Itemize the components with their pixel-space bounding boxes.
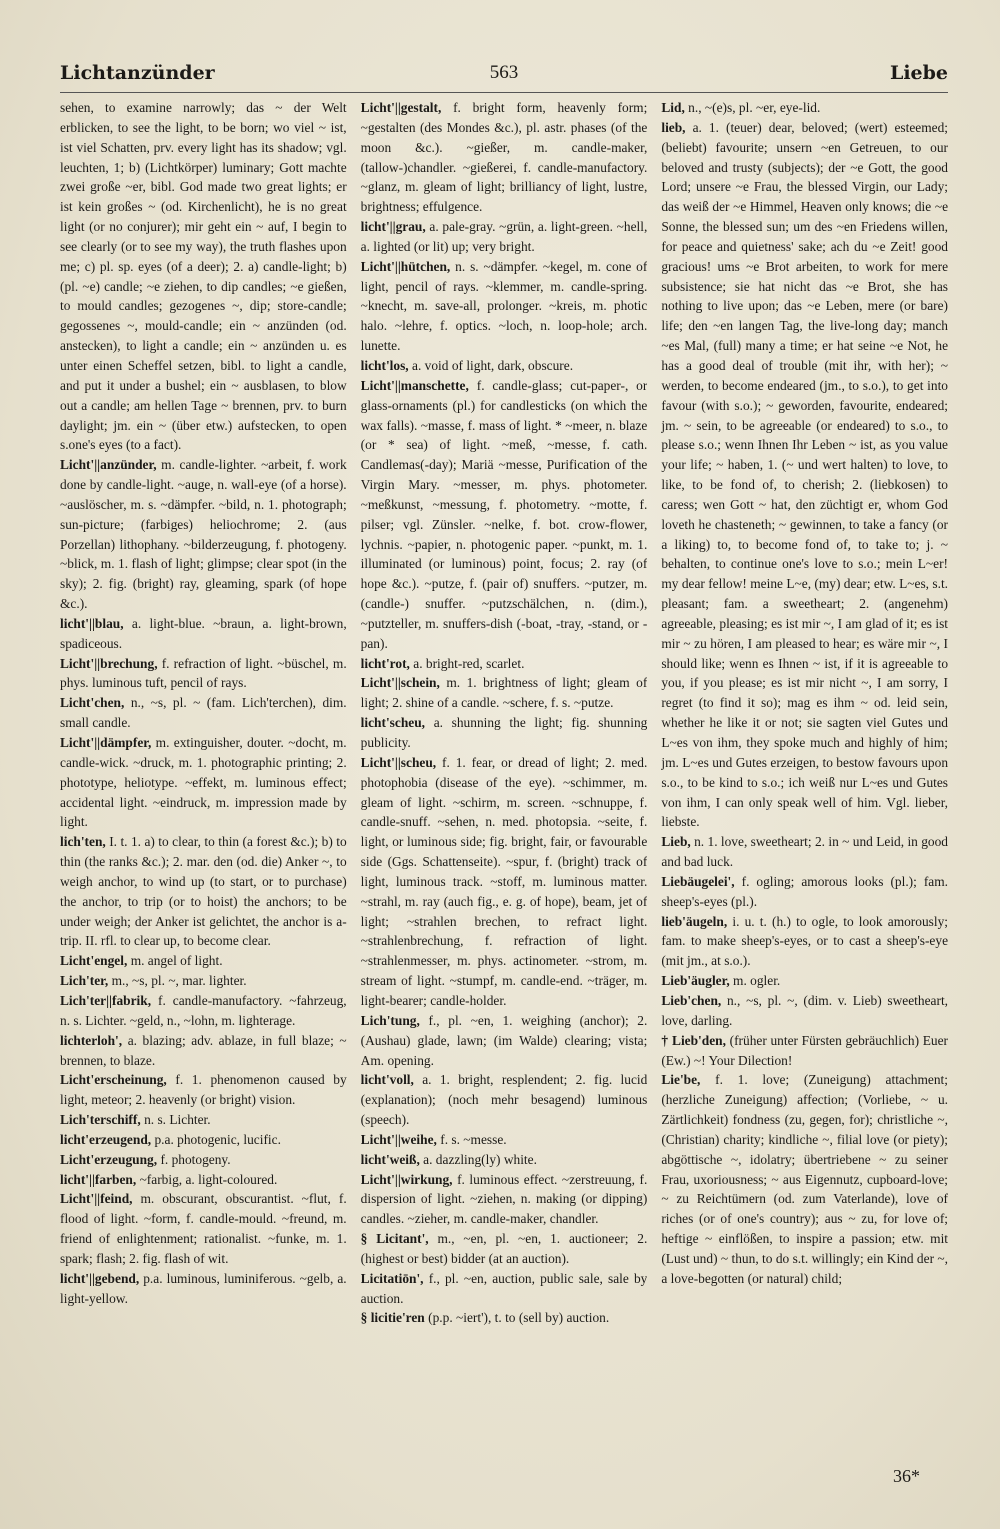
dictionary-entry [60, 991, 347, 1031]
entry-definition: a. bright-red, scarlet. [413, 655, 525, 671]
dictionary-entry [60, 614, 347, 654]
dictionary-entry [60, 654, 347, 694]
entry-headword: Licht'||anzünder, [60, 457, 157, 473]
header-first-word: Lichtanzünder [60, 62, 215, 84]
dictionary-entry [361, 376, 648, 654]
entry-headword: Lieb'chen, [661, 992, 722, 1008]
dictionary-entry [60, 832, 347, 951]
entry-headword: Licht'chen, [60, 695, 125, 711]
column-left [60, 98, 347, 1498]
dictionary-entry [661, 872, 948, 912]
entry-definition: I. t. 1. a) to clear, to thin (a forest &c.); b) to thin (the ranks &c.); 2. mar. den (od. die) Anker ~, to weigh anchor, to wind up (to start, or to purchase) the anchor, to trip (or to hoist) the anchors; to be under weigh; der Anker ist gelichtet, the anchor is a-trip. II. rfl. to clear up, to become clear. [60, 834, 347, 949]
dictionary-entry [60, 98, 347, 455]
signature-mark: 36* [893, 1466, 920, 1486]
dictionary-entry [661, 98, 948, 118]
entry-definition: (p.p. ~iert'), t. to (sell by) auction. [428, 1310, 610, 1326]
entry-definition: f. candle-glass; cut-paper-, or glass-ornaments (pl.) for candlesticks (on which the wax falls). ~masse, f. mass of light. * ~meer, n. blaze (or * sea) of light. ~meß, ~messe, f. cath. Candlemas(-day); Mariä ~messe, Purification of the Virgin Mary. ~messer, m. phys. photometer. ~meßkunst, ~messung, f. photometry. ~motte, f. pilser; vgl. Zünsler. ~nelke, f. bot. crow-flower, lychnis. ~papier, n. photogenic paper. ~punkt, m. 1. illuminated (or luminous) point, focus; 2. ray (of hope &c.). ~putze, f. (pair of) snuffers. ~putzer, m. (candle-) snuffer. ~putzschälchen, n. (dim.), ~putzteller, m. snuffers-dish (-boat, -tray, -stand, or -pan). [360, 377, 648, 651]
entry-definition: f. bright form, heavenly form; ~gestalten (des Mondes &c.), pl. astr. phases (of the moon &c.). ~gießer, m. candle-maker, (tallow-)chandler. ~gießerei, f. candle-manufactory. ~glanz, m. gleam of light; brilliancy of light, lustre, brightness; effulgence. [360, 100, 648, 215]
entry-headword: § Licitant', [360, 1231, 429, 1247]
entry-definition: f. photogeny. [160, 1151, 231, 1167]
dictionary-entry [361, 673, 648, 713]
dictionary-entry [60, 1269, 347, 1309]
dictionary-entry [361, 1229, 648, 1269]
entry-definition: ~farbig, a. light-coloured. [139, 1171, 278, 1187]
entry-definition: p.a. luminous, luminiferous. ~gelb, a. light-yellow. [60, 1270, 347, 1306]
entry-headword: Lieb, [661, 834, 691, 850]
entry-headword: Licht'||feind, [60, 1191, 133, 1207]
dictionary-entry [361, 356, 648, 376]
entry-definition: i. u. t. (h.) to ogle, to look amorously; fam. to make sheep's-eyes, or to cast a sheep's-eye (mit jm., at s.o.). [661, 913, 949, 969]
entry-definition: p.a. photogenic, lucific. [154, 1131, 281, 1147]
entry-definition: a. blazing; adv. ablaze, in full blaze; ~ brennen, to blaze. [60, 1032, 347, 1068]
entry-definition: a. pale-gray. ~grün, a. light-green. ~hell, a. lighted (or lit) up; very bright. [360, 219, 648, 254]
entry-headword: Liebäugelei', [661, 873, 735, 889]
entry-headword: licht'||farben, [60, 1171, 137, 1187]
entry-definition: f. ogling; amorous looks (pl.); fam. sheep's-eyes (pl.). [661, 873, 949, 909]
entry-headword: Lich'ter||fabrik, [60, 992, 152, 1008]
entry-headword: lich'ten, [60, 834, 106, 850]
entry-headword: licht'los, [360, 357, 409, 373]
entry-headword: lieb'äugeln, [661, 913, 728, 929]
entry-headword: Licht'||dämpfer, [60, 735, 152, 750]
entry-definition: f. refraction of light. ~büschel, m. phys. luminous tuft, pencil of rays. [60, 655, 347, 691]
entry-headword: lichterloh', [60, 1032, 123, 1048]
entry-definition: f., pl. ~en, 1. weighing (anchor); 2. (Aushau) glade, lawn; (im Walde) clearing; vista; Am. opening. [360, 1012, 648, 1068]
dictionary-entry [361, 713, 648, 753]
dictionary-entry [60, 1031, 347, 1071]
entry-headword: Licht'||brechung, [60, 655, 158, 671]
dictionary-entry [361, 217, 648, 257]
entry-headword: licht'voll, [360, 1072, 414, 1088]
dictionary-entry [60, 1070, 347, 1110]
dictionary-entry [661, 1070, 948, 1288]
dictionary-entry [60, 455, 347, 614]
entry-headword: Lich'terschiff, [60, 1112, 141, 1128]
entry-headword: licht'weiß, [360, 1151, 420, 1167]
dictionary-entry [361, 1011, 648, 1071]
dictionary-entry [361, 654, 648, 674]
entry-headword: licht'||blau, [60, 615, 124, 631]
dictionary-entry [361, 1170, 648, 1230]
entry-headword: Lich'tung, [360, 1012, 420, 1028]
dictionary-entry [661, 991, 948, 1031]
entry-definition: sehen, to examine narrowly; das ~ der Welt erblicken, to see the light, to be born; wo viel ~ ist, ist viel Schatten, prv. every light has its shadow; vgl. leuchten, 1; b) (Lichtkörper) luminary; Gott machte zwei große ~er, bibl. God made two great lights; er ist kein großes ~ (od. Kirchenlicht), he is no great light (or no conjurer); mir geht ein ~ auf, I begin to see clearly (or to see my way), the truth flashes upon me; c) pl. sp. eyes (of a deer); 2. a) candle-light; b) (pl. ~e) candle; ~e ziehen, to dip candles; ~e gießen, to mould candles; gezogenes ~, dip; store-candle; gegossenes ~, mould-candle; ein ~ anzünden (od. anstecken), to light a candle; ein ~ anzünden u. es unter einen Scheffel setzen, bibl. to light a candle, and put it under a bushel; ein ~ ausblasen, to blow out a candle; am hellen Tage ~ brennen, prv. to burn daylight; jm. ein ~ (über etw.) aufstecken, to open s.one's eyes (to a fact). [60, 100, 347, 453]
entry-definition: f. s. ~messe. [440, 1131, 507, 1147]
entry-headword: lieb, [661, 119, 686, 135]
entry-definition: a. 1. bright, resplendent; 2. fig. lucid (explanation); (noch mehr besagend) luminous (speech). [360, 1072, 648, 1128]
entry-definition: a. 1. (teuer) dear, beloved; (wert) esteemed; (beliebt) favourite; unsern ~en Getreuen, to our beloved and trusty (subjects); der ~e Gott, the good Lord; unsere ~e Frau, the blessed Virgin, our Lady; das weiß der ~e Himmel, Heaven only knows; die ~e Sonne, the blessed sun; um des ~en Friedens willen, for peace and quietness' sake; ach du ~e Zeit! good gracious! ums ~e Brot arbeiten, to work for mere subsistence; sie hat nicht das ~e Brot, she has nothing to live upon; das ~e Leben, mere (or bare) life; den ~en langen Tag, the live-long day; manch ~es Mal, (full) many a time; er hat seine ~e Not, he has a good deal of trouble (mit ihr, with her); ~ werden, to become endeared (jm., to s.o.), to get into favour (with s.o.); ~ geworden, favourite, endeared; jm. ~ sein, to be agreeable (or endeared) to s.o., to please s.o.; wenn Ihnen Ihr Leben ~ ist, as you value your life; ~ haben, 1. (~ und wert halten) to love, to like, to be fond of, to cherish; 2. (liebkosen) to caress; wen Gott ~ hat, den züchtigt er, whom God loveth he chasteneth; ~ gewinnen, to take a fancy (or a liking) to, to become fond of, to take to; j. ~ behalten, to continue one's love to s.o.; mein L~er! my dear fellow! meine L~e, (my) dear; etw. L~es, s.t. pleasant; fam. a sweetheart; 2. (angenehm) agreeable, pleasing; es ist mir ~, I am glad of it; es ist mir ~ zu hören, I am pleased to hear; es wäre mir ~, I should like; wenn es Ihnen ~ ist, if it is agreeable to you, if you please; es ist mir nicht ~, I am sorry, I regret (to find it so); mag es ihm ~ od. leid sein, whether he like it or not; sie sagten viel Gutes und L~es von ihm, they spoke much and highly of him; jm. L~es und Gutes erzeigen, to bestow favours upon s.o., to be kind to s.o.; ich weiß nur L~es und Gutes von ihm, I can only speak well of him. Vgl. lieber, liebste. [661, 119, 949, 830]
entry-definition: m. obscurant, obscurantist. ~flut, f. flood of light. ~form, f. candle-mould. ~freund, m. friend of enlightenment; rationalist. ~funke, m. 1. spark; flash; 2. fig. flash of wit. [60, 1191, 347, 1266]
entry-headword: licht'rot, [360, 655, 410, 671]
entry-headword: Lich'ter, [60, 973, 109, 989]
text-columns [60, 98, 948, 1498]
entry-headword: Licht'||weihe, [360, 1131, 437, 1147]
entry-definition: a. dazzling(ly) white. [423, 1151, 537, 1167]
entry-headword: licht'||grau, [360, 219, 426, 235]
column-right [661, 98, 948, 1498]
entry-headword: Licht'||hütchen, [360, 258, 451, 274]
running-header [60, 58, 948, 93]
page-number: 563 [489, 62, 519, 83]
entry-definition: m., ~s, pl. ~, mar. lighter. [111, 973, 247, 989]
dictionary-entry [361, 753, 648, 1011]
entry-definition: f. candle-manufactory. ~fahrzeug, n. s. Lichter. ~geld, n., ~lohn, m. lighterage. [60, 992, 347, 1028]
dictionary-entry [361, 257, 648, 356]
entry-definition: a. void of light, dark, obscure. [412, 357, 574, 373]
entry-headword: § licitie'ren [360, 1310, 425, 1326]
entry-definition: m. candle-lighter. ~arbeit, f. work done by candle-light. ~auge, n. wall-eye (of a horse). ~auslöscher, m. s. ~dämpfer. ~bild, n. 1. photograph; sun-picture; (farbiges) heliochrome; 2. (aus Porzellan) lithophany. ~bilderzeugung, f. photogeny. ~blick, m. 1. flash of light; glimpse; clear spot (in the sky); 2. fig. (bright) ray, gleaming, spark (of hope &c.). [60, 457, 347, 612]
dictionary-entry [661, 971, 948, 991]
entry-definition: f. 1. fear, or dread of light; 2. med. photophobia (disease of the eye). ~schimmer, m. gleam of light. ~schirm, m. screen. ~schnuppe, f. candle-snuff. ~sehen, n. med. photopsia. ~seite, f. light, or luminous side; fig. bright, fair, or favourable side (Ggs. Schattenseite). ~spur, f. (bright) track of light, luminous track. ~stoff, m. luminous matter. ~strahl, m. ray (auch fig., e. g. of hope), beam, jet of light; ~strahlen brechen, to refract light. ~strahlenbrechung, f. refraction of light. ~strahlenmesser, m. phys. actinometer. ~strom, m. stream of light. ~stumpf, m. candle-end. ~träger, m. light-bearer; candle-holder. [360, 754, 648, 1008]
dictionary-entry [60, 733, 347, 832]
entry-headword: licht'||gebend, [60, 1270, 140, 1286]
dictionary-entry [60, 971, 347, 991]
entry-definition: m. angel of light. [130, 953, 223, 969]
entry-definition: n., ~s, pl. ~ (fam. Lich'terchen), dim. small candle. [60, 695, 347, 731]
header-last-word: Liebe [889, 62, 948, 84]
entry-headword: Licht'||manschette, [360, 377, 469, 393]
entry-definition: f. luminous effect. ~zerstreuung, f. dispersion of light. ~ziehen, n. making (or dipping) candles. ~zieher, m. candle-maker, chandler. [360, 1171, 648, 1227]
entry-definition: n. s. Lichter. [144, 1112, 211, 1128]
entry-definition: a. shunning the light; fig. shunning publicity. [360, 715, 648, 750]
entry-headword: Lie'be, [661, 1072, 701, 1088]
dictionary-entry [60, 1170, 347, 1190]
entry-definition: m. extinguisher, douter. ~docht, m. candle-wick. ~druck, m. 1. photographic printing; 2. phototype, heliotype. ~effekt, m. luminous effect; accidental light. ~eindruck, m. impression made by light. [60, 735, 347, 830]
entry-headword: Licitatiōn', [360, 1270, 424, 1286]
entry-headword: Licht'||schein, [360, 675, 440, 691]
entry-definition: a. light-blue. ~braun, a. light-brown, spadiceous. [60, 615, 347, 651]
entry-definition: n. s. ~dämpfer. ~kegel, m. cone of light, pencil of rays. ~klemmer, m. candle-spring. ~knecht, m. save-all, prolonger. ~kreis, m. photic halo. ~lehre, f. optics. ~loch, n. loop-hole; arch. lunette. [360, 258, 648, 354]
entry-headword: Lid, [661, 100, 685, 115]
entry-headword: Licht'||scheu, [360, 754, 437, 770]
entry-headword: Licht'erzeugung, [60, 1151, 158, 1167]
entry-headword: licht'erzeugend, [60, 1131, 152, 1147]
dictionary-entry [60, 1110, 347, 1130]
dictionary-entry [60, 951, 347, 971]
entry-headword: † Lieb'den, [661, 1032, 726, 1048]
dictionary-entry [60, 1130, 347, 1150]
entry-headword: Licht'engel, [60, 953, 128, 969]
dictionary-entry [60, 1150, 347, 1170]
entry-definition: n., ~s, pl. ~, (dim. v. Lieb) sweetheart, love, darling. [661, 992, 949, 1028]
dictionary-entry [661, 118, 948, 832]
dictionary-entry [60, 693, 347, 733]
dictionary-entry [361, 1269, 648, 1309]
dictionary-entry [60, 1189, 347, 1268]
dictionary-entry [361, 1150, 648, 1170]
entry-definition: f. 1. phenomenon caused by light, meteor; 2. heavenly (or bright) vision. [60, 1072, 347, 1108]
dictionary-entry [361, 98, 648, 217]
entry-definition: m. 1. brightness of light; gleam of light; 2. shine of a candle. ~schere, f. s. ~putze. [360, 675, 648, 711]
entry-definition: n., ~(e)s, pl. ~er, eye-lid. [688, 100, 821, 115]
entry-definition: m., ~en, pl. ~en, 1. auctioneer; 2. (highest or best) bidder (at an auction). [360, 1231, 648, 1266]
column-middle [361, 98, 648, 1498]
dictionary-entry [361, 1130, 648, 1150]
dictionary-entry [361, 1070, 648, 1130]
entry-definition: m. ogler. [733, 973, 781, 989]
entry-definition: f., pl. ~en, auction, public sale, sale by auction. [360, 1270, 648, 1306]
dictionary-entry [661, 1031, 948, 1071]
entry-definition: (früher unter Fürsten gebräuchlich) Euer (Ew.) ~! Your Dilection! [661, 1032, 949, 1068]
entry-headword: Licht'||gestalt, [360, 100, 442, 115]
entry-headword: Licht'erscheinung, [60, 1072, 167, 1088]
dictionary-entry [661, 912, 948, 972]
dictionary-entry [661, 832, 948, 872]
entry-definition: n. 1. love, sweetheart; 2. in ~ und Leid, in good and bad luck. [661, 834, 949, 870]
dictionary-entry [361, 1308, 648, 1328]
entry-headword: licht'scheu, [360, 715, 426, 731]
entry-headword: Lieb'äugler, [661, 973, 730, 989]
entry-definition: f. 1. love; (Zuneigung) attachment; (herzliche Zuneigung) affection; (Vorliebe, ~ u. Zärtlichkeit) fondness (zu, gegen, for); christliche ~, (Christian) charity; kindliche ~, filial love (or piety); abgöttische ~, idolatry; übertriebene ~ zu seiner Frau, uxoriousness; ~ aus Eigennutz, cupboard-love; ~ zu Reichtümern (od. zum Vaterlande), love of riches (or of one's country); aus ~ zu, for love of; heftige ~ einflößen, to inspire a passion; etw. mit (Lust und) ~ thun, to do s.t. willingly; ein Kind der ~, a love-begotten (or natural) child; [661, 1072, 949, 1286]
entry-headword: Licht'||wirkung, [360, 1171, 453, 1187]
